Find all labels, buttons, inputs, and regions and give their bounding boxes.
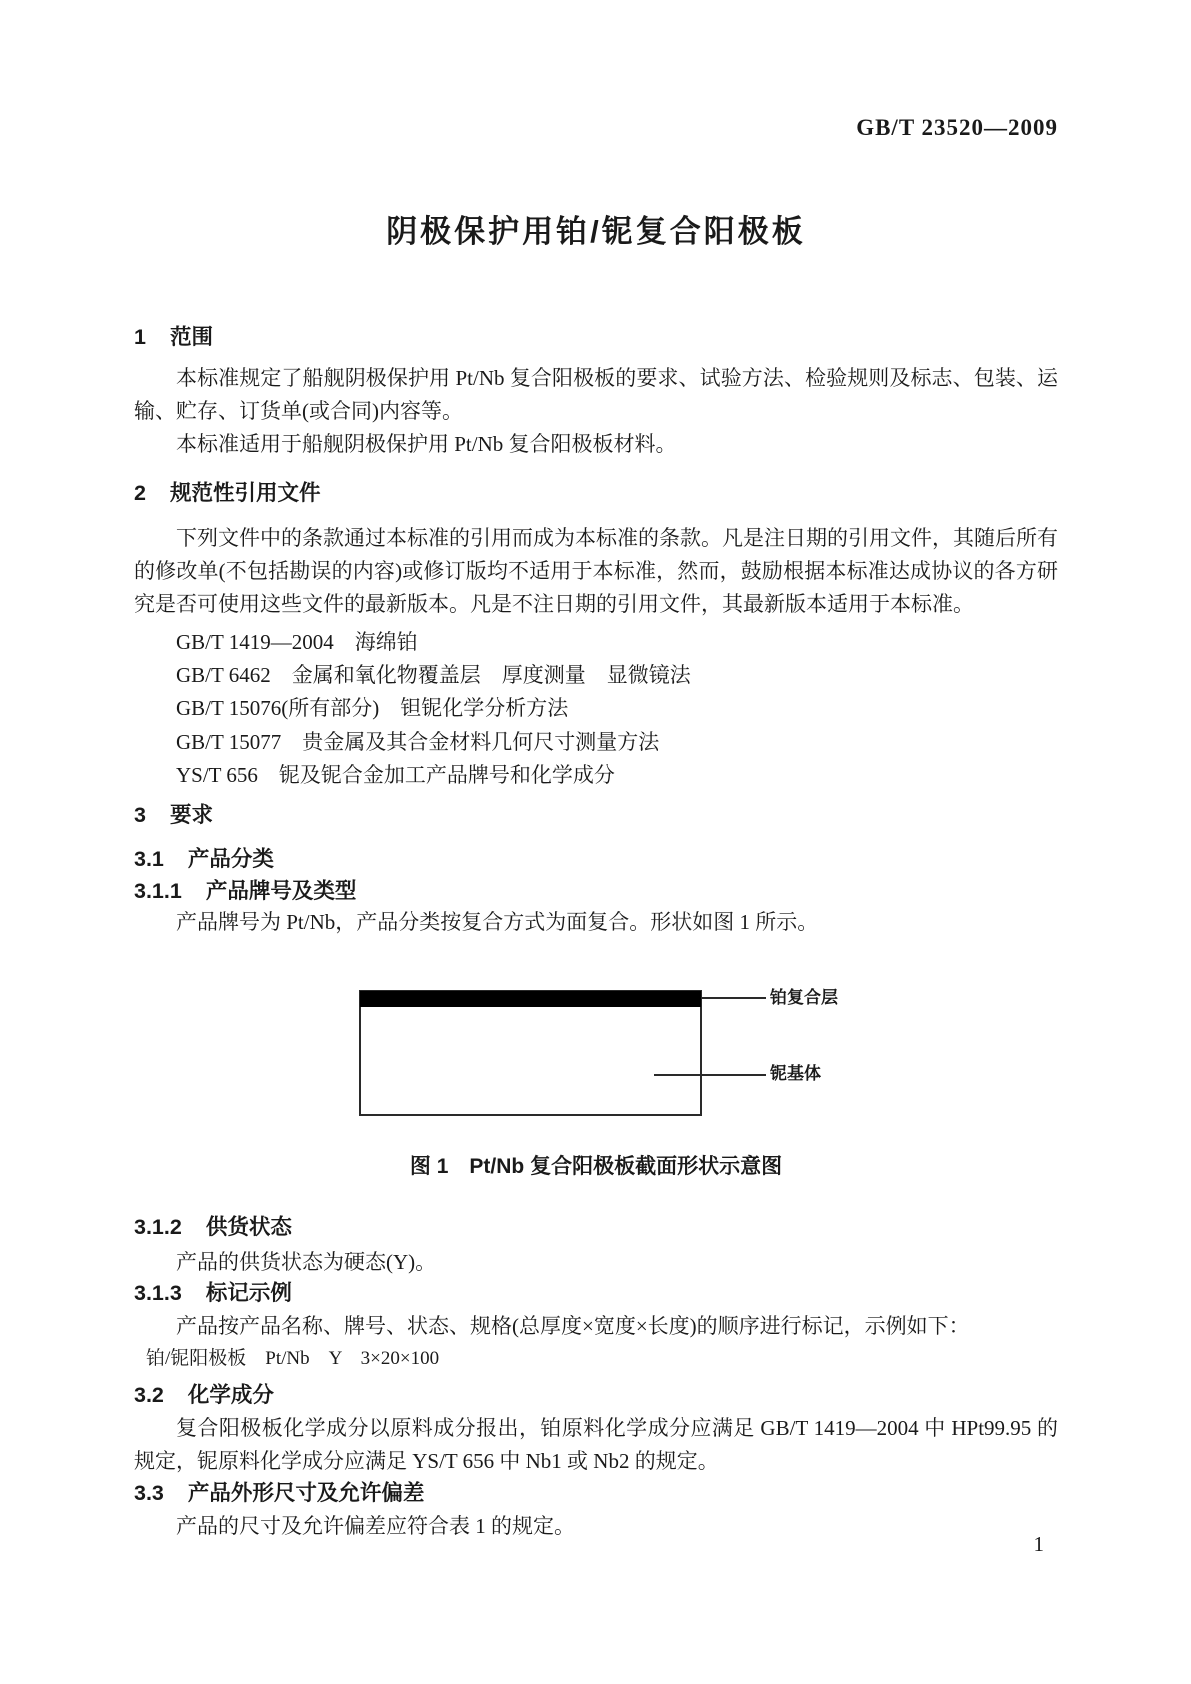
section-3-2-heading (134, 1380, 1058, 1410)
section-3-1-3-paragraph: 产品按产品名称、牌号、状态、规格(总厚度×宽度×长度)的顺序进行标记，示例如下： (176, 1314, 970, 1338)
section-title: 要求 (169, 803, 213, 827)
section-3-1-3-heading (134, 1278, 1058, 1308)
section-number: 1 (134, 325, 146, 349)
figure-1-diagram (134, 990, 1058, 1120)
section-number: 3.1.2 (134, 1215, 182, 1239)
reference-item: GB/T 1419—2004 海绵铂 (176, 630, 418, 654)
section-title: 供货状态 (205, 1215, 292, 1239)
reference-item: GB/T 15076(所有部分) 钽铌化学分析方法 (176, 696, 569, 721)
section-number: 3.1.1 (134, 879, 182, 903)
section-number: 3.1 (134, 847, 164, 871)
reference-item: GB/T 15077 贵金属及其合金材料几何尺寸测量方法 (176, 729, 660, 754)
reference-item: YS/T 656 铌及铌合金加工产品牌号和化学成分 (176, 762, 615, 787)
leader-line-platinum (702, 997, 766, 999)
section-title: 产品牌号及类型 (205, 879, 357, 903)
marking-example: 铂/铌阳极板 Pt/Nb Y 3×20×100 (146, 1348, 440, 1369)
standard-number: GB/T 23520—2009 (856, 115, 1058, 140)
normative-references-list (134, 626, 1058, 792)
section-title: 产品外形尺寸及允许偏差 (187, 1481, 425, 1505)
page-number: 1 (1033, 1532, 1044, 1556)
section-title: 化学成分 (187, 1383, 274, 1407)
leader-line-niobium (654, 1074, 766, 1076)
section-3-1-1-heading (134, 876, 1058, 906)
section-3-1-1-paragraph: 产品牌号为 Pt/Nb，产品分类按复合方式为面复合。形状如图 1 所示。 (176, 910, 819, 934)
section-3-3-paragraph: 产品的尺寸及允许偏差应符合表 1 的规定。 (176, 1514, 575, 1538)
section-2-heading (134, 478, 1058, 508)
section-title: 标记示例 (205, 1281, 292, 1305)
page-content (134, 0, 1058, 1684)
anode-plate-cross-section (359, 990, 702, 1116)
section-number: 3.2 (134, 1383, 164, 1407)
platinum-layer-band (360, 991, 701, 1007)
section-3-1-heading (134, 844, 1058, 874)
section-title: 产品分类 (187, 847, 274, 871)
section-1-paragraph-1: 本标准规定了船舰阴极保护用 Pt/Nb 复合阳极板的要求、试验方法、检验规则及标志、包装、运输、贮存、订货单(或合同)内容等。 (134, 366, 1058, 423)
figure-label-platinum-layer: 铂复合层 (770, 988, 838, 1007)
section-2-paragraph-1: 下列文件中的条款通过本标准的引用而成为本标准的条款。凡是注日期的引用文件，其随后所有的修改单(不包括勘误的内容)或修订版均不适用于本标准，然而，鼓励根据本标准达成协议的各方研究是否可使用这些文件的最新版本。凡是不注日期的引用文件，其最新版本适用于本标准。 (134, 526, 1058, 616)
section-3-3-heading (134, 1478, 1058, 1508)
reference-item: GB/T 6462 金属和氧化物覆盖层 厚度测量 显微镜法 (176, 663, 691, 688)
section-title: 范围 (169, 325, 213, 349)
section-title: 规范性引用文件 (169, 481, 321, 505)
section-number: 3 (134, 803, 146, 827)
section-3-1-2-paragraph: 产品的供货状态为硬态(Y)。 (176, 1250, 437, 1274)
figure-label-niobium-substrate: 铌基体 (770, 1064, 821, 1083)
section-number: 3.3 (134, 1481, 164, 1505)
section-3-2-paragraph: 复合阳极板化学成分以原料成分报出，铂原料化学成分应满足 GB/T 1419—2004 中 HPt99.95 的规定，铌原料化学成分应满足 YS/T 656 中 Nb1 或 Nb2 的规定。 (134, 1416, 1058, 1473)
section-1-paragraph-2: 本标准适用于船舰阴极保护用 Pt/Nb 复合阳极板材料。 (176, 432, 677, 456)
section-3-heading (134, 800, 1058, 830)
section-1-heading (134, 322, 1058, 352)
section-number: 3.1.3 (134, 1281, 182, 1305)
document-title: 阴极保护用铂/铌复合阳极板 (386, 214, 806, 249)
section-3-1-2-heading (134, 1212, 1058, 1242)
section-number: 2 (134, 481, 146, 505)
figure-1-caption: 图 1 Pt/Nb 复合阳极板截面形状示意图 (409, 1155, 783, 1178)
